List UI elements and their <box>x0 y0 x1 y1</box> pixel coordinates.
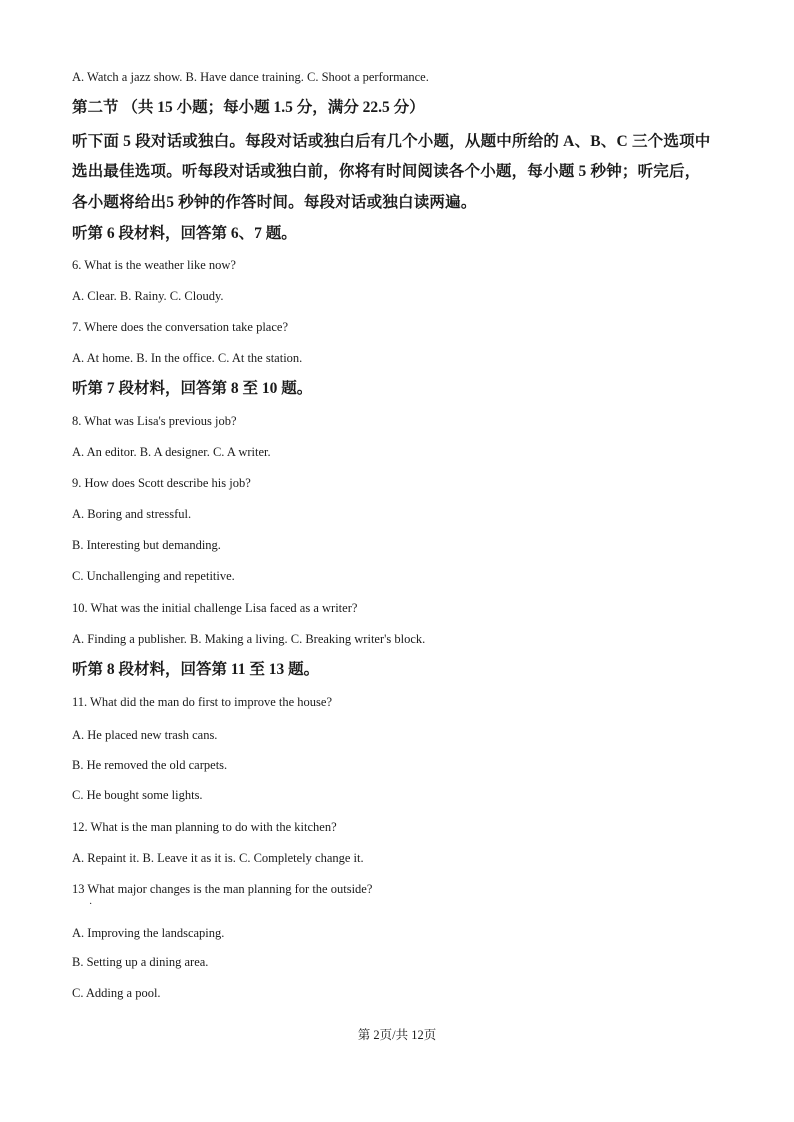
instructions-line-1: 听下面 5 段对话或独白。每段对话或独白后有几个小题，从题中所给的 A、B、C 三个选项中 <box>72 133 711 150</box>
question-9-option-c: C. Unchallenging and repetitive. <box>72 569 235 583</box>
question-13: 13 What major changes is the man planning for the outside? <box>72 882 373 896</box>
question-9: 9. How does Scott describe his job? <box>72 476 251 490</box>
question-11-option-a: A. He placed new trash cans. <box>72 728 218 742</box>
stray-dot: · <box>89 899 93 910</box>
question-11-option-b: B. He removed the old carpets. <box>72 758 228 772</box>
passage-8-heading: 听第 8 段材料，回答第 11 至 13 题。 <box>72 661 320 678</box>
question-7: 7. Where does the conversation take place? <box>72 320 288 334</box>
question-9-option-b: B. Interesting but demanding. <box>72 538 221 552</box>
q5-options: A. Watch a jazz show. B. Have dance training. C. Shoot a performance. <box>72 70 429 84</box>
passage-7-heading: 听第 7 段材料，回答第 8 至 10 题。 <box>72 380 313 397</box>
question-11: 11. What did the man do first to improve the house? <box>72 695 333 709</box>
question-12: 12. What is the man planning to do with the kitchen? <box>72 820 337 834</box>
page-footer: 第 2页/共 12页 <box>357 1028 437 1042</box>
question-10: 10. What was the initial challenge Lisa faced as a writer? <box>72 601 358 615</box>
question-9-option-a: A. Boring and stressful. <box>72 507 192 521</box>
question-13-option-a: A. Improving the landscaping. <box>72 926 225 940</box>
question-7-options: A. At home. B. In the office. C. At the station. <box>72 351 303 365</box>
question-13-option-c: C. Adding a pool. <box>72 986 161 1000</box>
passage-6-heading: 听第 6 段材料，回答第 6、7 题。 <box>72 225 297 242</box>
question-8-options: A. An editor. B. A designer. C. A writer. <box>72 445 271 459</box>
question-6: 6. What is the weather like now? <box>72 258 236 272</box>
question-10-options: A. Finding a publisher. B. Making a living. C. Breaking writer's block. <box>72 632 426 646</box>
question-8: 8. What was Lisa's previous job? <box>72 414 237 428</box>
question-11-option-c: C. He bought some lights. <box>72 788 203 802</box>
question-6-options: A. Clear. B. Rainy. C. Cloudy. <box>72 289 224 303</box>
instructions-line-3: 各小题将给出5 秒钟的作答时间。每段对话或独白读两遍。 <box>72 194 477 211</box>
question-12-options: A. Repaint it. B. Leave it as it is. C. Completely change it. <box>72 851 364 865</box>
section-heading: 第二节 （共 15 小题；每小题 1.5 分，满分 22.5 分） <box>72 99 425 116</box>
instructions-line-2: 选出最佳选项。听每段对话或独白前，你将有时间阅读各个小题，每小题 5 秒钟；听完后， <box>72 163 701 180</box>
question-13-option-b: B. Setting up a dining area. <box>72 955 209 969</box>
